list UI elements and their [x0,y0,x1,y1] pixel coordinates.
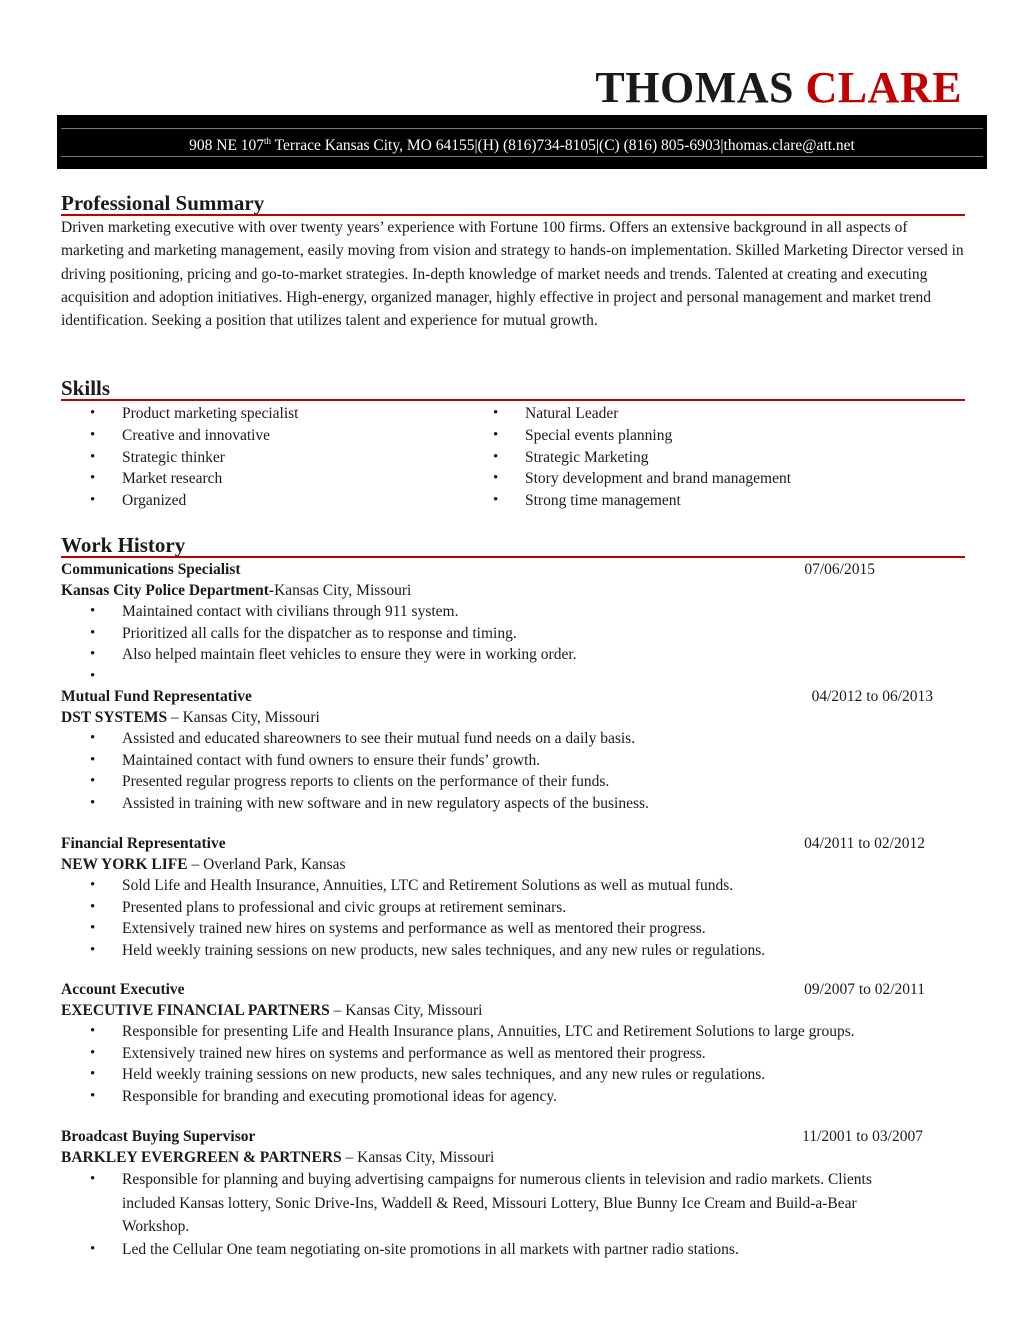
address-rest: Terrace Kansas City, MO 64155|(H) (816)734-8105|(C) (816) 805-6903|thomas.clare@att.net [271,137,855,155]
list-item: • Presented regular progress reports to clients on the performance of their funds. [61,771,971,793]
professional-summary-section [61,192,965,332]
company-location: – Overland Park, Kansas [187,856,346,873]
list-item: • Also helped maintain fleet vehicles to ensure they were in working order. [61,644,971,666]
job-dates: 07/06/2015 [804,561,875,578]
list-item: • Held weekly training sessions on new products, new sales techniques, and any new rules or regulations. [61,1064,971,1086]
skills-list [61,403,965,512]
list-item: • Led the Cellular One team negotiating on-site promotions in all markets with partner radio stations. [61,1239,921,1261]
job-dates: 09/2007 to 02/2011 [804,981,925,998]
job-title: Financial Representative [61,835,226,852]
job-dates: 11/2001 to 03/2007 [802,1128,923,1145]
list-item: • Sold Life and Health Insurance, Annuities, LTC and Retirement Solutions as well as mutual funds. [61,875,971,897]
address-ordinal: th [264,136,272,146]
list-item: • Assisted and educated shareowners to see their mutual fund needs on a daily basis. [61,728,971,750]
job-duties [61,875,971,961]
list-item: • Product marketing specialist [61,403,464,425]
list-item: • Special events planning [464,425,791,447]
address-start: 908 NE 107 [189,137,265,155]
job-account-executive [61,979,971,1107]
list-item: • Maintained contact with fund owners to ensure their funds’ growth. [61,750,971,772]
skills-section [61,377,965,512]
job-company [61,854,971,875]
list-item: • Responsible for planning and buying advertising campaigns for numerous clients in television and radio markets. Clients included Kansas lottery, Sonic Drive-Ins, Waddell & Reed, Missouri Lottery, Blue Bunny Ice Cream and Build-a-Bear Workshop. [61,1168,921,1239]
summary-text: Driven marketing executive with over twenty years’ experience with Fortune 100 firms. Offers an extensive background in all aspects of marketing and marketing management, easily moving from vision and strategy to hands-on implementation. Skilled Marketing Director versed in driving positioning, pricing and go-to-market strategies. In-depth knowledge of market needs and trends. Talented at creating and executing acquisition and adoption initiatives. High-energy, organized manager, highly effective in project and personal management and market trend identification. Seeking a position that utilizes talent and experience for mutual growth. [61,219,964,330]
list-item: • Responsible for branding and executing promotional ideas for agency. [61,1086,971,1108]
job-title: Account Executive [61,981,185,998]
candidate-name [595,63,962,112]
company-location: – Kansas City, Missouri [167,709,320,726]
job-dates: 04/2012 to 06/2013 [811,688,933,705]
list-item: • Held weekly training sessions on new products, new sales techniques, and any new rules or regulations. [61,940,971,962]
contact-bar [57,115,987,169]
company-name: NEW YORK LIFE [61,856,188,873]
list-item: • Extensively trained new hires on systems and performance as well as mentored their progress. [61,918,971,940]
list-item: • Assisted in training with new software and in new regulatory aspects of the business. [61,793,971,815]
company-location: – Kansas City, Missouri [341,1149,495,1166]
skills-column-2 [464,403,791,512]
job-mutual-fund-representative [61,686,971,814]
job-company [61,1147,971,1168]
work-history-section [61,534,965,558]
job-company [61,1000,971,1021]
job-financial-representative [61,833,971,961]
job-communications-specialist [61,559,971,687]
list-item: • Strategic Marketing [464,447,791,469]
list-item: • Natural Leader [464,403,791,425]
job-duties [61,1021,971,1107]
job-broadcast-buying-supervisor [61,1126,971,1260]
section-title-skills: Skills [61,377,965,401]
list-item: • Maintained contact with civilians through 911 system. [61,601,971,623]
job-duties [61,601,971,687]
section-title-work: Work History [61,534,965,558]
list-item: • Extensively trained new hires on systems and performance as well as mentored their progress. [61,1043,971,1065]
job-title: Communications Specialist [61,561,241,578]
job-company [61,580,971,601]
list-item: • Creative and innovative [61,425,464,447]
job-dates: 04/2011 to 02/2012 [804,835,925,852]
list-item: • Strategic thinker [61,447,464,469]
company-location: – Kansas City, Missouri [329,1002,483,1019]
job-duties [61,1168,971,1260]
job-title: Broadcast Buying Supervisor [61,1128,256,1145]
list-item: • Story development and brand management [464,468,791,490]
skills-column-1 [61,403,464,512]
company-name: DST SYSTEMS [61,709,168,726]
list-item [61,666,971,687]
job-duties [61,728,971,814]
list-item: • Organized [61,490,464,512]
company-location: Kansas City, Missouri [274,582,412,599]
section-title-summary: Professional Summary [61,192,965,216]
list-item: • Strong time management [464,490,791,512]
company-name: EXECUTIVE FINANCIAL PARTNERS [61,1002,330,1019]
first-name: THOMAS [595,63,794,112]
last-name: CLARE [805,63,962,112]
job-company [61,707,971,728]
list-item: • Market research [61,468,464,490]
list-item: • Presented plans to professional and civic groups at retirement seminars. [61,897,971,919]
company-name: Kansas City Police Department- [61,582,275,599]
list-item: • Responsible for presenting Life and Health Insurance plans, Annuities, LTC and Retirement Solutions to large groups. [61,1021,971,1043]
contact-info [57,131,987,156]
company-name: BARKLEY EVERGREEN & PARTNERS [61,1149,342,1166]
list-item: • Prioritized all calls for the dispatcher as to response and timing. [61,623,971,645]
job-title: Mutual Fund Representative [61,688,252,705]
